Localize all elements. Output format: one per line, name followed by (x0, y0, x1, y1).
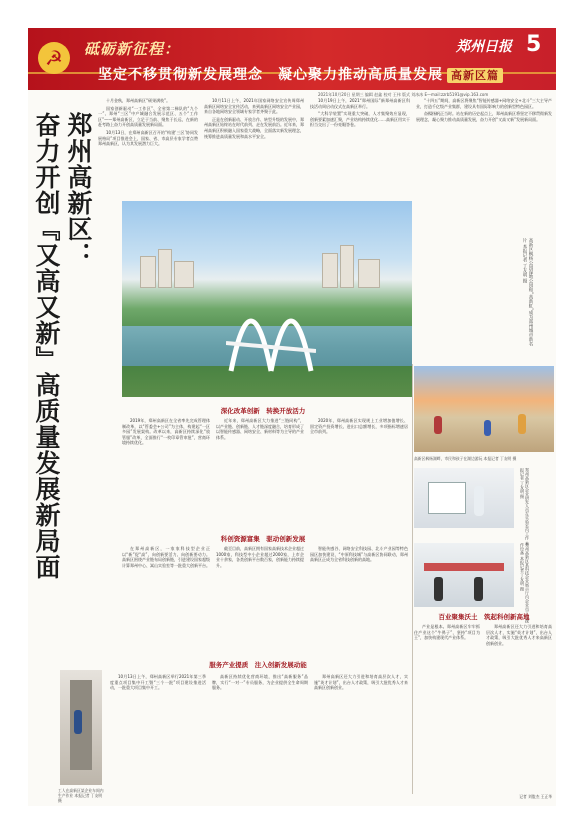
section-3-paragraph: 产业是根本。郑州高新区牢牢抓住产业这个“牛鼻子”，坚持“项目为王”，加快构建现代产业体系。 (414, 624, 480, 641)
section-3-column-2 (486, 624, 552, 789)
lead-paragraph: 10月11日上午，2021年国家网络安全宣传周郑州高新区网络安全宣传活动，来到高新区网络安全产业园，来自各地网络安全领域专家学者齐聚于此。 (204, 98, 304, 115)
lead-paragraph: 奋楫扬帆正当时。站在新的历史起点上，郑州高新区将坚定不移贯彻新发展理念，凝心聚力推动高质量发展，奋力开创“又高又新”发展新局面。 (416, 111, 552, 122)
section-2-heading: 科创资源富集 驱动创新发展 (220, 535, 306, 543)
section-1-column-1 (122, 418, 210, 528)
photo-banner (424, 563, 504, 571)
section-2-column-3 (310, 546, 408, 656)
office-photo (414, 543, 514, 607)
lab-photo-caption: 郑州高新区企业研发人员在实验室内工作 本报记者 丁友明 摄 (520, 468, 530, 546)
section-1-paragraph: 近年来，郑州高新区大力推进“三链同构”，以产业链、创新链、人才链深度融合，培育形成了以智能传感器、网络安全、新材料等为主导的产业体系。 (216, 418, 304, 440)
worker-photo-caption: 工人在高新区某企业车间内生产作业 本报记者 丁友明 摄 (58, 788, 104, 803)
office-photo-caption: 郑州高新区某科技企业展示厅内企业员工在操作设备 本报记者 丁友明 摄 (520, 543, 530, 623)
photo-person (74, 710, 82, 734)
section-1-paragraph: 2020年，郑州高新区实现规上工业增加值增长、固定资产投资增长、进出口总额增长，多项指标增速居全市前列。 (310, 418, 408, 435)
photo-equipment (428, 482, 466, 514)
photo-person (518, 414, 526, 434)
section-4-paragraph: 郑州高新区还大力引进和培育高层次人才，实施“英才计划”，出台人才政策，吸引大批优秀人才来高新区创新创业。 (314, 674, 408, 691)
section-4-column-2 (212, 674, 308, 794)
section-2-column-1 (122, 546, 210, 656)
section-3-paragraph: 郑州高新区还大力引进和培育高层次人才，实施“英才计划”，出台人才政策，吸引大批优秀人才来高新区创新创业。 (486, 624, 552, 646)
main-photo-caption: 高新区枫杨公园湿地公园和“高新虹”成为郑州城市新名片 本报记者 丁友明 摄 (522, 238, 533, 347)
photo-person (474, 577, 483, 601)
lead-paragraph: 十月金秋，郑州高新区“硕果满枝”。 (106, 98, 171, 103)
lead-column-1 (98, 98, 198, 196)
lead-paragraph: “大科学装置”实现重大突破，人才集聚效应显现，创新要素加速汇聚，产业结构持续优化……高新区用实干担当交出了一份亮眼答卷。 (310, 111, 410, 128)
arch-bridge (226, 271, 316, 381)
section-4-column-1 (110, 674, 206, 794)
district-badge: 高新区篇 (447, 68, 503, 83)
beach-photo-caption: 高新区枫杨湖畔，市民和孩子在湖边游玩 本报记者 丁友明 摄 (414, 456, 517, 461)
photo-building (174, 261, 194, 288)
photo-building (358, 259, 380, 288)
section-4-paragraph: 10月13日上午，郑州高新区举行2021年第三季度重点项目集中开工暨“三个一批”项目建设推进活动，一批重大项目集中开工。 (110, 674, 206, 691)
lead-paragraph: 10月19日上午，2021“郑州国际”新郑州高新区科技活动周启动仪式在高新区举行。 (310, 98, 410, 109)
main-photo-bridge (122, 201, 412, 397)
party-emblem-icon: ☭ (38, 42, 70, 74)
photo-building (340, 245, 354, 288)
title-line-2: 奋力开创『又高又新』高质量发展新局面 (32, 112, 61, 580)
section-4-paragraph: 高新区持续优化营商环境，推出“高新服务”品牌，实行“一对一”专员服务，为企业提供全生命周期服务。 (212, 674, 308, 691)
photo-person (474, 486, 484, 516)
column-divider (412, 364, 413, 794)
lead-column-4 (416, 98, 552, 198)
section-2-column-2 (216, 546, 304, 656)
section-3-heading: 百业聚集沃土 筑起科创新高地 (438, 613, 530, 621)
section-2-paragraph: 智能传感谷、网络安全科技园、北斗产业园等特色园区加快建设，“中原科技城”与高新区协同联动，郑州高新区正成为全省科技创新的高地。 (310, 546, 408, 563)
page-banner (28, 28, 556, 90)
section-1-column-3 (310, 418, 408, 528)
photo-person (434, 416, 442, 434)
photo-building (322, 253, 338, 288)
lead-column-2 (204, 98, 304, 196)
byline: 记者 刘俊杰 王正华 (519, 794, 552, 799)
page-number: 5 (526, 32, 542, 57)
article-title (30, 112, 94, 582)
newspaper-page (28, 28, 556, 806)
title-line-1: 郑州高新区： (64, 112, 93, 268)
lead-paragraph: 国家创新驱动“一工作区”、全省第二梯队的“九个一”、郑州“三区”中产城融合发展示范区、五个“工作区”——郑州高新区，立足于当前、聚焦于长远，在新的赶考路上奋力开创高质量发展新局面。 (98, 105, 198, 128)
photo-person (434, 577, 443, 601)
section-2-paragraph: 截至目前，高新区拥有国家高新技术企业超过1000家，科技型中小企业超过2000家，上市企业十余家，各类创新平台数百家，创新能力持续提升。 (216, 546, 304, 568)
banner-headline (98, 64, 503, 84)
lead-paragraph: “十四五”期间，高新区将聚焦“智能传感器+网络安全+北斗”三大主导产业，打造千亿级产业集群，建设具有国际影响力的创新型特色园区。 (416, 98, 552, 109)
masthead-logo: 郑州日报 (456, 39, 512, 55)
headline-text: 坚定不移贯彻新发展理念 凝心聚力推动高质量发展 (98, 67, 443, 83)
lead-column-3 (310, 98, 410, 196)
series-title: 砥砺新征程： (84, 40, 181, 58)
photo-person (484, 420, 491, 436)
section-1-paragraph: 2019年，郑州高新区在全省率先完成管理体制改革，以“管委会+公司”为主体，构建起“一区多园”发展架构。改革以来，高新区持续深化“放管服”改革，全面推行“一枚印章管审批”，营商环境持续优化。 (122, 418, 210, 446)
edition-info: 2021年10月20日 星期三 编辑 赵鑫 校对 王伟 版式 刘冰冰 E—mail:zzrb5191@vip.163.com (318, 92, 489, 97)
lead-paragraph: 10月13日，在郑州高新区召开的“构建‘三区’协同发展格局”项目推进会上，国家、省、市高层专家学者点赞郑州高新区，认为其发展潜力巨大。 (98, 129, 198, 147)
section-2-paragraph: 在郑州高新区，一家家科技型企业正以“新”促“高”，向创新要活力、向创新要动力。高新区围绕产业链布局创新链，引进建设国家超级计算郑州中心、嵩山实验室等一批重大创新平台。 (122, 546, 210, 568)
section-1-heading: 深化改革创新 转换开放活力 (220, 407, 306, 415)
section-3-column-1 (414, 624, 480, 794)
section-4-heading: 服务产业提质 注入创新发展动能 (209, 661, 307, 669)
photo-building (140, 256, 156, 288)
photo-building (158, 249, 172, 288)
lead-paragraph: 正是在创新驱动、开放合作、转型升级的发展中，郑州高新区始终站在时代前列、走在发展前沿。近年来，郑州高新区积极融入国家重大战略，全面落实新发展理念，统筹推进高质量发展和高水平安全。 (204, 116, 304, 139)
worker-photo (60, 670, 102, 785)
section-1-column-2 (216, 418, 304, 528)
section-4-column-3 (314, 674, 408, 794)
beach-photo (414, 366, 554, 452)
lab-photo (414, 468, 514, 528)
